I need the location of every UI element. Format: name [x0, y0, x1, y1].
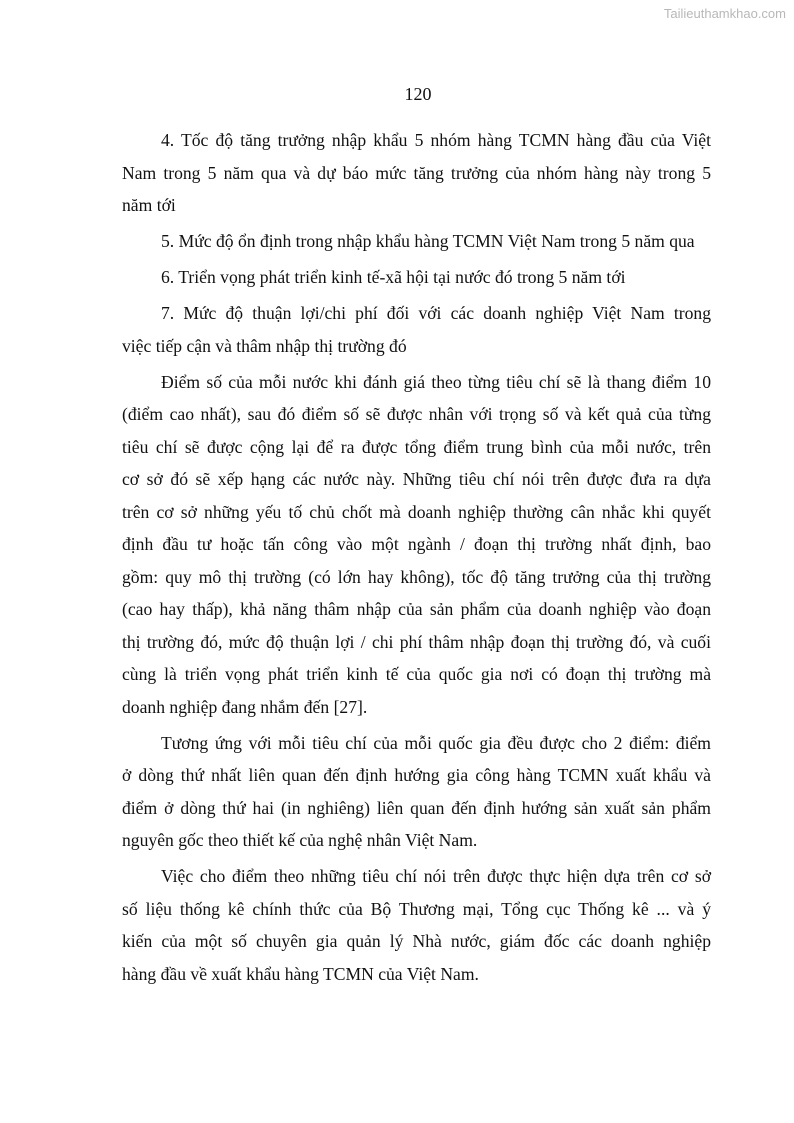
- text-line: Điểm số của mỗi nước khi đánh giá theo từng tiêu chí sẽ là thang điểm 10: [161, 371, 711, 392]
- paragraph: [122, 124, 711, 222]
- paragraph: [122, 261, 711, 294]
- text-line: thị trường đó, mức độ thuận lợi / chi phí thâm nhập đoạn thị trường đó, và cuối: [122, 631, 711, 652]
- text-line: Tương ứng với mỗi tiêu chí của mỗi quốc gia đều được cho 2 điểm: điểm: [161, 732, 711, 753]
- text-line: 4. Tốc độ tăng trưởng nhập khẩu 5 nhóm hàng TCMN hàng đầu của Việt: [161, 130, 711, 150]
- text-line: điểm ở dòng thứ hai (in nghiêng) liên quan đến định hướng sản xuất sản phẩm: [122, 797, 711, 818]
- text-line: việc tiếp cận và thâm nhập thị trường đó: [122, 335, 407, 356]
- text-line: 5. Mức độ ổn định trong nhập khẩu hàng TCMN Việt Nam trong 5 năm qua: [161, 231, 695, 251]
- text-line: Nam trong 5 năm qua và dự báo mức tăng trưởng của nhóm hàng này trong 5: [122, 162, 711, 183]
- text-line: cùng là triển vọng phát triển kinh tế của quốc gia nơi có đoạn thị trường mà: [122, 664, 711, 684]
- paragraph: [122, 366, 711, 724]
- text-line: năm tới: [122, 195, 176, 215]
- text-line: hàng đầu về xuất khẩu hàng TCMN của Việt Nam.: [122, 963, 479, 984]
- text-line: nguyên gốc theo thiết kế của nghệ nhân Việt Nam.: [122, 830, 478, 850]
- text-line: 6. Triển vọng phát triển kinh tế-xã hội tại nước đó trong 5 năm tới: [161, 267, 626, 287]
- paragraph: [122, 727, 711, 857]
- text-line: 7. Mức độ thuận lợi/chi phí đối với các doanh nghiệp Việt Nam trong: [161, 303, 711, 323]
- text-line: Việc cho điểm theo những tiêu chí nói trên được thực hiện dựa trên cơ sở: [161, 866, 711, 886]
- paragraph: [122, 297, 711, 362]
- text-line: (điểm cao nhất), sau đó điểm số sẽ được nhân với trọng số và kết quả của từng: [122, 404, 711, 424]
- text-line: số liệu thống kê chính thức của Bộ Thương mại, Tổng cục Thống kê ... và ý: [122, 898, 711, 919]
- text-line: doanh nghiệp đang nhắm đến [27].: [122, 696, 368, 717]
- paragraph: [122, 860, 711, 990]
- text-line: trên cơ sở những yếu tố chủ chốt mà doanh nghiệp thường cân nhắc khi quyết: [122, 501, 711, 522]
- text-line: kiến của một số chuyên gia quản lý Nhà nước, giám đốc các doanh nghiệp: [122, 931, 711, 951]
- watermark: Tailieuthamkhao.com: [663, 6, 786, 21]
- page-number: 120: [404, 84, 432, 104]
- text-line: tiêu chí sẽ được cộng lại để ra được tổng điểm trung bình của mỗi nước, trên: [122, 436, 711, 457]
- text-line: (cao hay thấp), khả năng thâm nhập của sản phẩm của doanh nghiệp vào đoạn: [122, 599, 711, 619]
- text-line: cơ sở đó sẽ xếp hạng các nước này. Những tiêu chí nói trên được đưa ra dựa: [122, 469, 711, 489]
- text-line: định đầu tư hoặc tấn công vào một ngành / đoạn thị trường nhất định, bao: [122, 534, 711, 554]
- text-line: gồm: quy mô thị trường (có lớn hay không), tốc độ tăng trưởng của thị trường: [122, 566, 711, 587]
- text-line: ở dòng thứ nhất liên quan đến định hướng gia công hàng TCMN xuất khẩu và: [122, 765, 711, 785]
- document-body: [122, 124, 711, 994]
- paragraph: [122, 225, 711, 258]
